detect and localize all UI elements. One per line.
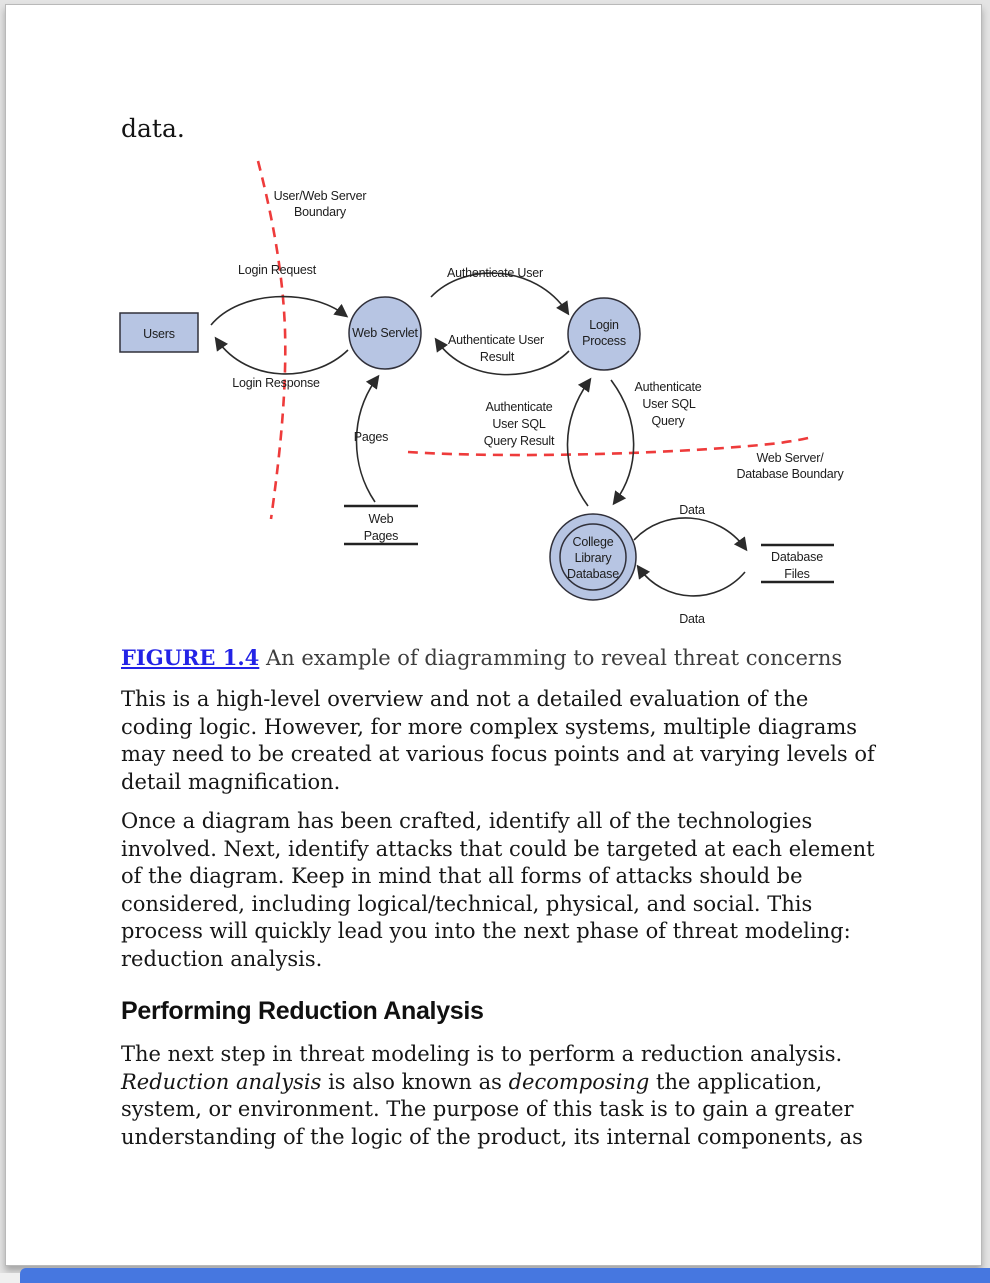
arrow-auth-sql-query-result <box>567 381 589 506</box>
figure-caption <box>121 645 881 670</box>
auth-sql-query-result-label-3: Query Result <box>483 434 555 448</box>
section-heading-performing-reduction-analysis: Performing Reduction Analysis <box>121 997 484 1025</box>
college-db-label-3: Database <box>567 567 619 581</box>
authenticate-user-result-label-1: Authenticate User <box>448 333 544 347</box>
paragraph-identify-attacks: Once a diagram has been crafted, identify all of the technologies involved. Next, identify attacks that could be targeted at each element of the diagram. Keep in mind that all forms of attacks should be considered, including logical/technical, physical, and social. This process will quickly lead you into the next phase of threat modeling: reduction analysis. <box>121 809 875 971</box>
paragraph-reduction-analysis <box>121 1041 877 1151</box>
web-server-database-boundary-line <box>408 437 812 455</box>
web-pages-label-2: Pages <box>363 529 399 543</box>
web-db-boundary-label-1: Web Server/ <box>756 451 824 465</box>
p3-segment-3: is also known as <box>321 1069 509 1094</box>
login-process-label-2: Process <box>582 334 626 348</box>
web-servlet-label: Web Servlet <box>352 326 418 340</box>
data-to-files-label: Data <box>679 503 705 517</box>
figure-1-4-link[interactable]: FIGURE 1.4 <box>121 645 260 670</box>
college-db-label-2: Library <box>574 551 612 565</box>
data-from-files-label: Data <box>679 612 705 626</box>
user-web-server-boundary-line <box>258 161 285 519</box>
user-web-boundary-label-1: User/Web Server <box>273 189 367 203</box>
p3-italic-decomposing: decomposing <box>508 1069 650 1094</box>
arrow-login-response <box>217 340 348 374</box>
arrow-auth-sql-query <box>611 380 634 502</box>
web-db-boundary-label-2: Database Boundary <box>736 467 844 481</box>
user-web-boundary-label-2: Boundary <box>294 205 346 219</box>
login-response-label: Login Response <box>232 376 320 390</box>
arrow-data-to-files <box>634 518 745 548</box>
auth-sql-query-label-3: Query <box>651 414 685 428</box>
authenticate-user-label: Authenticate User <box>447 266 543 280</box>
auth-sql-query-result-label-2: User SQL <box>492 417 546 431</box>
arrow-data-from-files <box>639 568 745 596</box>
p3-segment-1: The next step in threat modeling is to perform a reduction analysis. <box>121 1042 843 1066</box>
p3-segment-5: the application, system, or environment. The purpose of this task is to gain a greater understanding of the logic of the product, its internal components, as <box>121 1069 863 1149</box>
college-db-label-1: College <box>572 535 614 549</box>
arrow-login-request <box>211 297 345 325</box>
database-files-label-2: Files <box>784 567 810 581</box>
web-pages-label-1: Web <box>368 512 394 526</box>
auth-sql-query-label-2: User SQL <box>642 397 696 411</box>
database-files-label-1: Database <box>771 550 823 564</box>
auth-sql-query-label-1: Authenticate <box>634 380 702 394</box>
login-request-label: Login Request <box>237 263 317 277</box>
auth-sql-query-result-label-1: Authenticate <box>485 400 553 414</box>
authenticate-user-result-label-2: Result <box>479 350 515 364</box>
lead-text: data. <box>121 114 185 143</box>
p3-italic-reduction-analysis: Reduction analysis <box>121 1069 322 1094</box>
figure-caption-text: An example of diagramming to reveal threat concerns <box>259 646 843 670</box>
login-process-label-1: Login <box>589 318 619 332</box>
pages-label: Pages <box>353 430 389 444</box>
reading-progress-bar[interactable] <box>20 1268 990 1283</box>
paragraph-overview: This is a high-level overview and not a detailed evaluation of the coding logic. However, for more complex systems, multiple diagrams may need to be created at various focus points and at varying levels of detail magnification. <box>121 687 875 794</box>
users-label: Users <box>143 327 175 341</box>
